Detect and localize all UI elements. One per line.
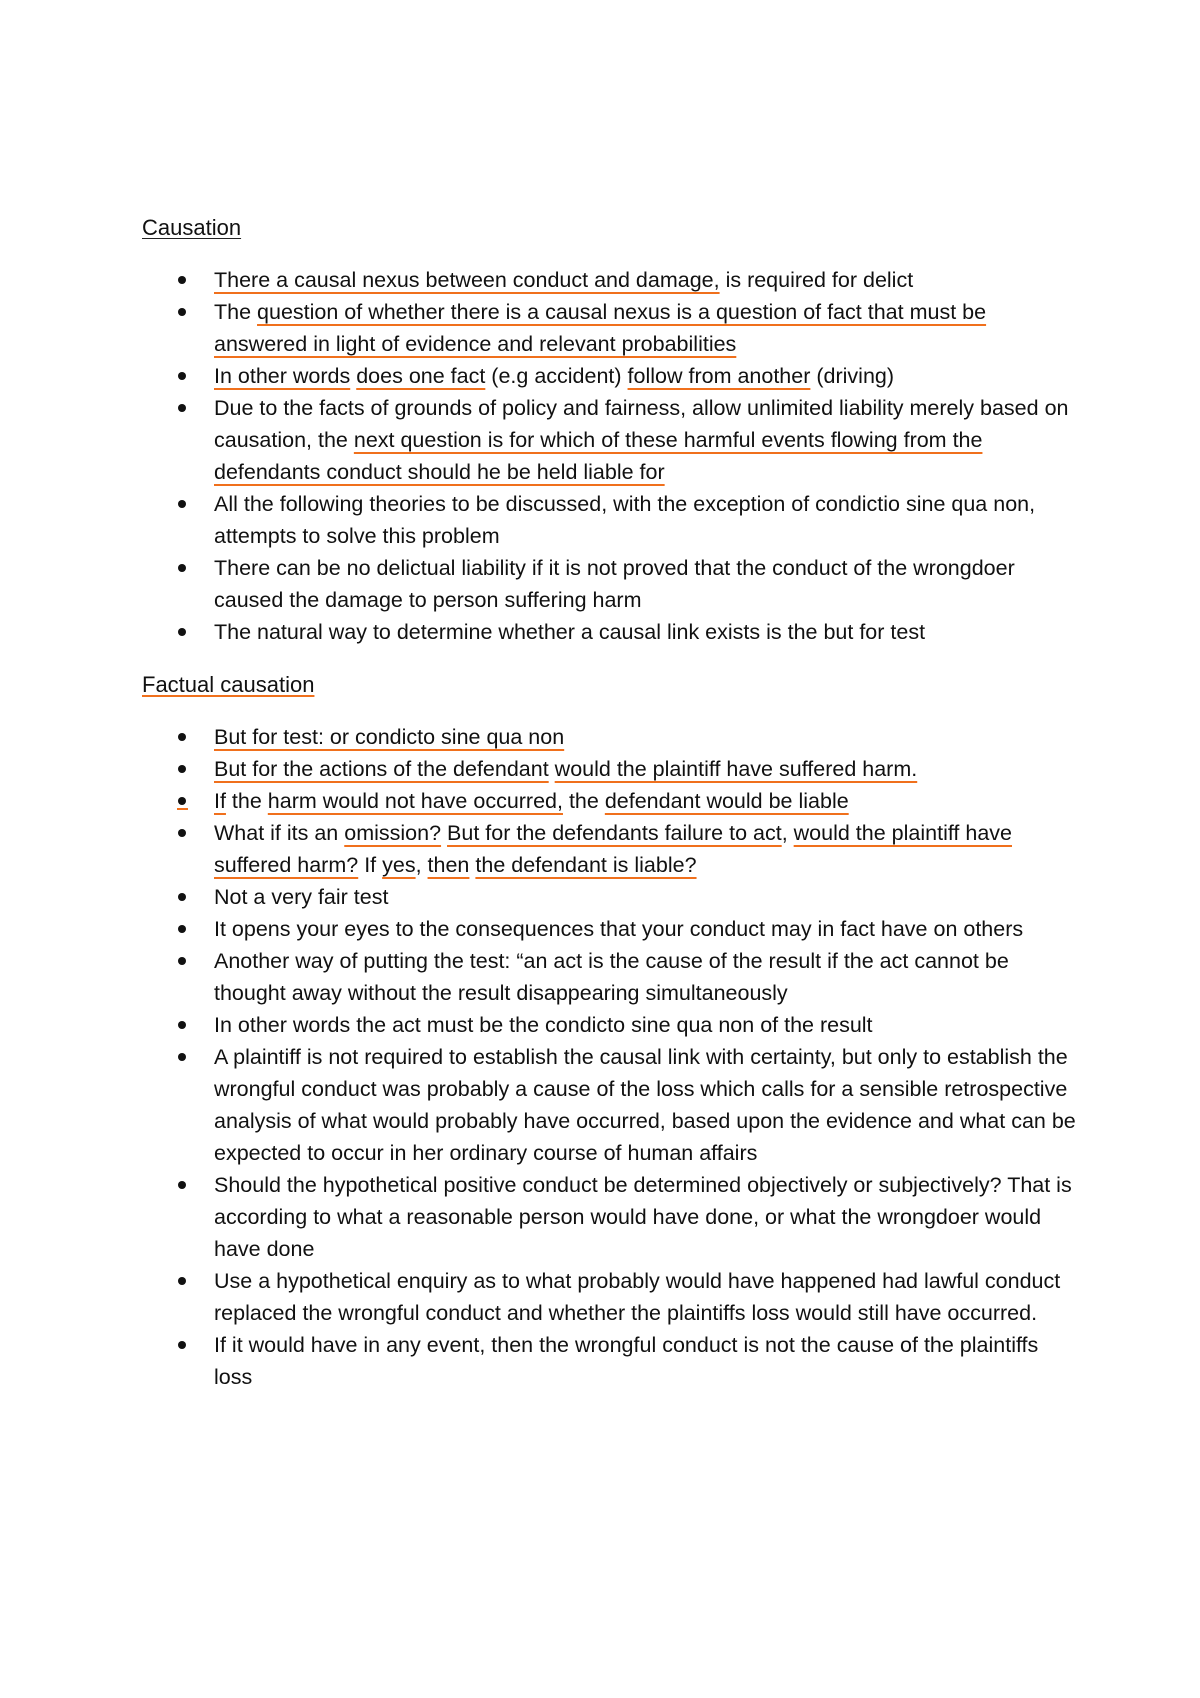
bullet-icon	[178, 1341, 186, 1349]
bullet-icon	[178, 500, 186, 508]
bullet-list	[142, 721, 1082, 1393]
highlighted-text: omission?	[344, 821, 442, 845]
list-item	[142, 1265, 1082, 1329]
bullet-icon	[178, 308, 186, 316]
highlighted-text: In other words	[214, 364, 351, 388]
bullet-icon	[178, 1053, 186, 1061]
bullet-icon	[178, 893, 186, 901]
bullet-icon	[178, 404, 186, 412]
bullet-icon	[178, 797, 186, 805]
bullet-icon	[178, 925, 186, 933]
list-item	[142, 785, 1082, 817]
text-segment: There can be no delictual liability if it is not proved that the conduct of the wrongdoer caused the damage to person suffering harm	[214, 556, 1015, 612]
text-segment: is required for delict	[719, 268, 914, 292]
highlighted-text: would the plaintiff have suffered harm?	[214, 821, 1012, 877]
highlighted-text: harm would not have occurred,	[267, 789, 563, 813]
text-segment: It opens your eyes to the consequences that your conduct may in fact have on others	[214, 917, 1024, 941]
highlighted-text: But for the actions of the defendant	[214, 757, 549, 781]
list-item	[142, 1169, 1082, 1265]
highlighted-text: But for the defendants failure to act	[447, 821, 782, 845]
text-segment: All the following theories to be discussed, with the exception of condictio sine qua non, attempts to solve this problem	[214, 492, 1036, 548]
text-segment: (e.g accident)	[485, 364, 628, 388]
bullet-icon	[178, 1181, 186, 1189]
bullet-icon	[178, 733, 186, 741]
list-item	[142, 913, 1082, 945]
bullet-icon	[178, 1021, 186, 1029]
highlighted-text: defendant would be liable	[604, 789, 849, 813]
text-segment: ,	[781, 821, 794, 845]
list-item	[142, 264, 1082, 296]
bullet-icon	[178, 276, 186, 284]
document-content	[142, 212, 1082, 1393]
highlighted-text: If	[214, 789, 226, 813]
list-item	[142, 360, 1082, 392]
text-segment: Should the hypothetical positive conduct be determined objectively or subjectively? That is according to what a reasonable person would have done, or what the wrongdoer would have done	[214, 1173, 1072, 1261]
bullet-icon	[178, 628, 186, 636]
text-segment: Not a very fair test	[214, 885, 389, 909]
list-item	[142, 1329, 1082, 1393]
section-heading: Factual causation	[142, 672, 315, 697]
highlighted-text: But for test: or condicto sine qua non	[214, 725, 565, 749]
bullet-icon	[178, 957, 186, 965]
list-item	[142, 817, 1082, 881]
list-item	[142, 616, 1082, 648]
text-segment: The natural way to determine whether a causal link exists is the but for test	[214, 620, 926, 644]
bullet-icon	[178, 1277, 186, 1285]
text-segment: the	[225, 789, 268, 813]
bullet-icon	[178, 372, 186, 380]
highlighted-text: does one fact	[356, 364, 486, 388]
text-segment: A plaintiff is not required to establish the causal link with certainty, but only to establish the wrongful conduct was probably a cause of the loss which calls for a sensible retrospective analysis of what would probably have occurred, based upon the evidence and what can be expected to occur in her ordinary course of human affairs	[214, 1045, 1076, 1165]
bullet-icon	[178, 829, 186, 837]
highlighted-text: then	[427, 853, 470, 877]
text-segment: Due to the facts of grounds of policy and fairness, allow unlimited liability merely based on causation, the	[214, 396, 1069, 452]
text-segment: In other words the act must be the condicto sine qua non of the result	[214, 1013, 873, 1037]
highlighted-text: yes	[382, 853, 416, 877]
list-item	[142, 721, 1082, 753]
highlighted-text: the defendant is liable?	[475, 853, 697, 877]
highlighted-text: There a causal nexus between conduct and damage,	[214, 268, 720, 292]
bullet-icon	[178, 564, 186, 572]
bullet-icon	[178, 765, 186, 773]
list-item	[142, 1041, 1082, 1169]
text-segment: If	[358, 853, 383, 877]
highlighted-text: question of whether there is a causal nexus is a question of fact that must be answered in light of evidence and relevant probabilities	[214, 300, 987, 356]
text-segment: If it would have in any event, then the wrongful conduct is not the cause of the plaintiffs loss	[214, 1333, 1039, 1389]
list-item	[142, 392, 1082, 488]
text-segment: What if its an	[214, 821, 345, 845]
list-item	[142, 488, 1082, 552]
highlighted-text: next question is for which of these harmful events flowing from the defendants conduct should he be held liable for	[214, 428, 983, 484]
text-segment: The	[214, 300, 258, 324]
list-item	[142, 296, 1082, 360]
list-item	[142, 881, 1082, 913]
text-segment: ,	[415, 853, 428, 877]
bullet-list	[142, 264, 1082, 648]
section-heading: Causation	[142, 215, 242, 240]
text-segment: (driving)	[810, 364, 895, 388]
list-item	[142, 753, 1082, 785]
highlighted-text: follow from another	[627, 364, 811, 388]
highlighted-text: would the plaintiff have suffered harm.	[554, 757, 918, 781]
text-segment: Another way of putting the test: “an act is the cause of the result if the act cannot be thought away without the result disappearing simultaneously	[214, 949, 1009, 1005]
text-segment: Use a hypothetical enquiry as to what probably would have happened had lawful conduct replaced the wrongful conduct and whether the plaintiffs loss would still have occurred.	[214, 1269, 1061, 1325]
list-item	[142, 945, 1082, 1009]
list-item	[142, 552, 1082, 616]
list-item	[142, 1009, 1082, 1041]
text-segment: the	[562, 789, 605, 813]
